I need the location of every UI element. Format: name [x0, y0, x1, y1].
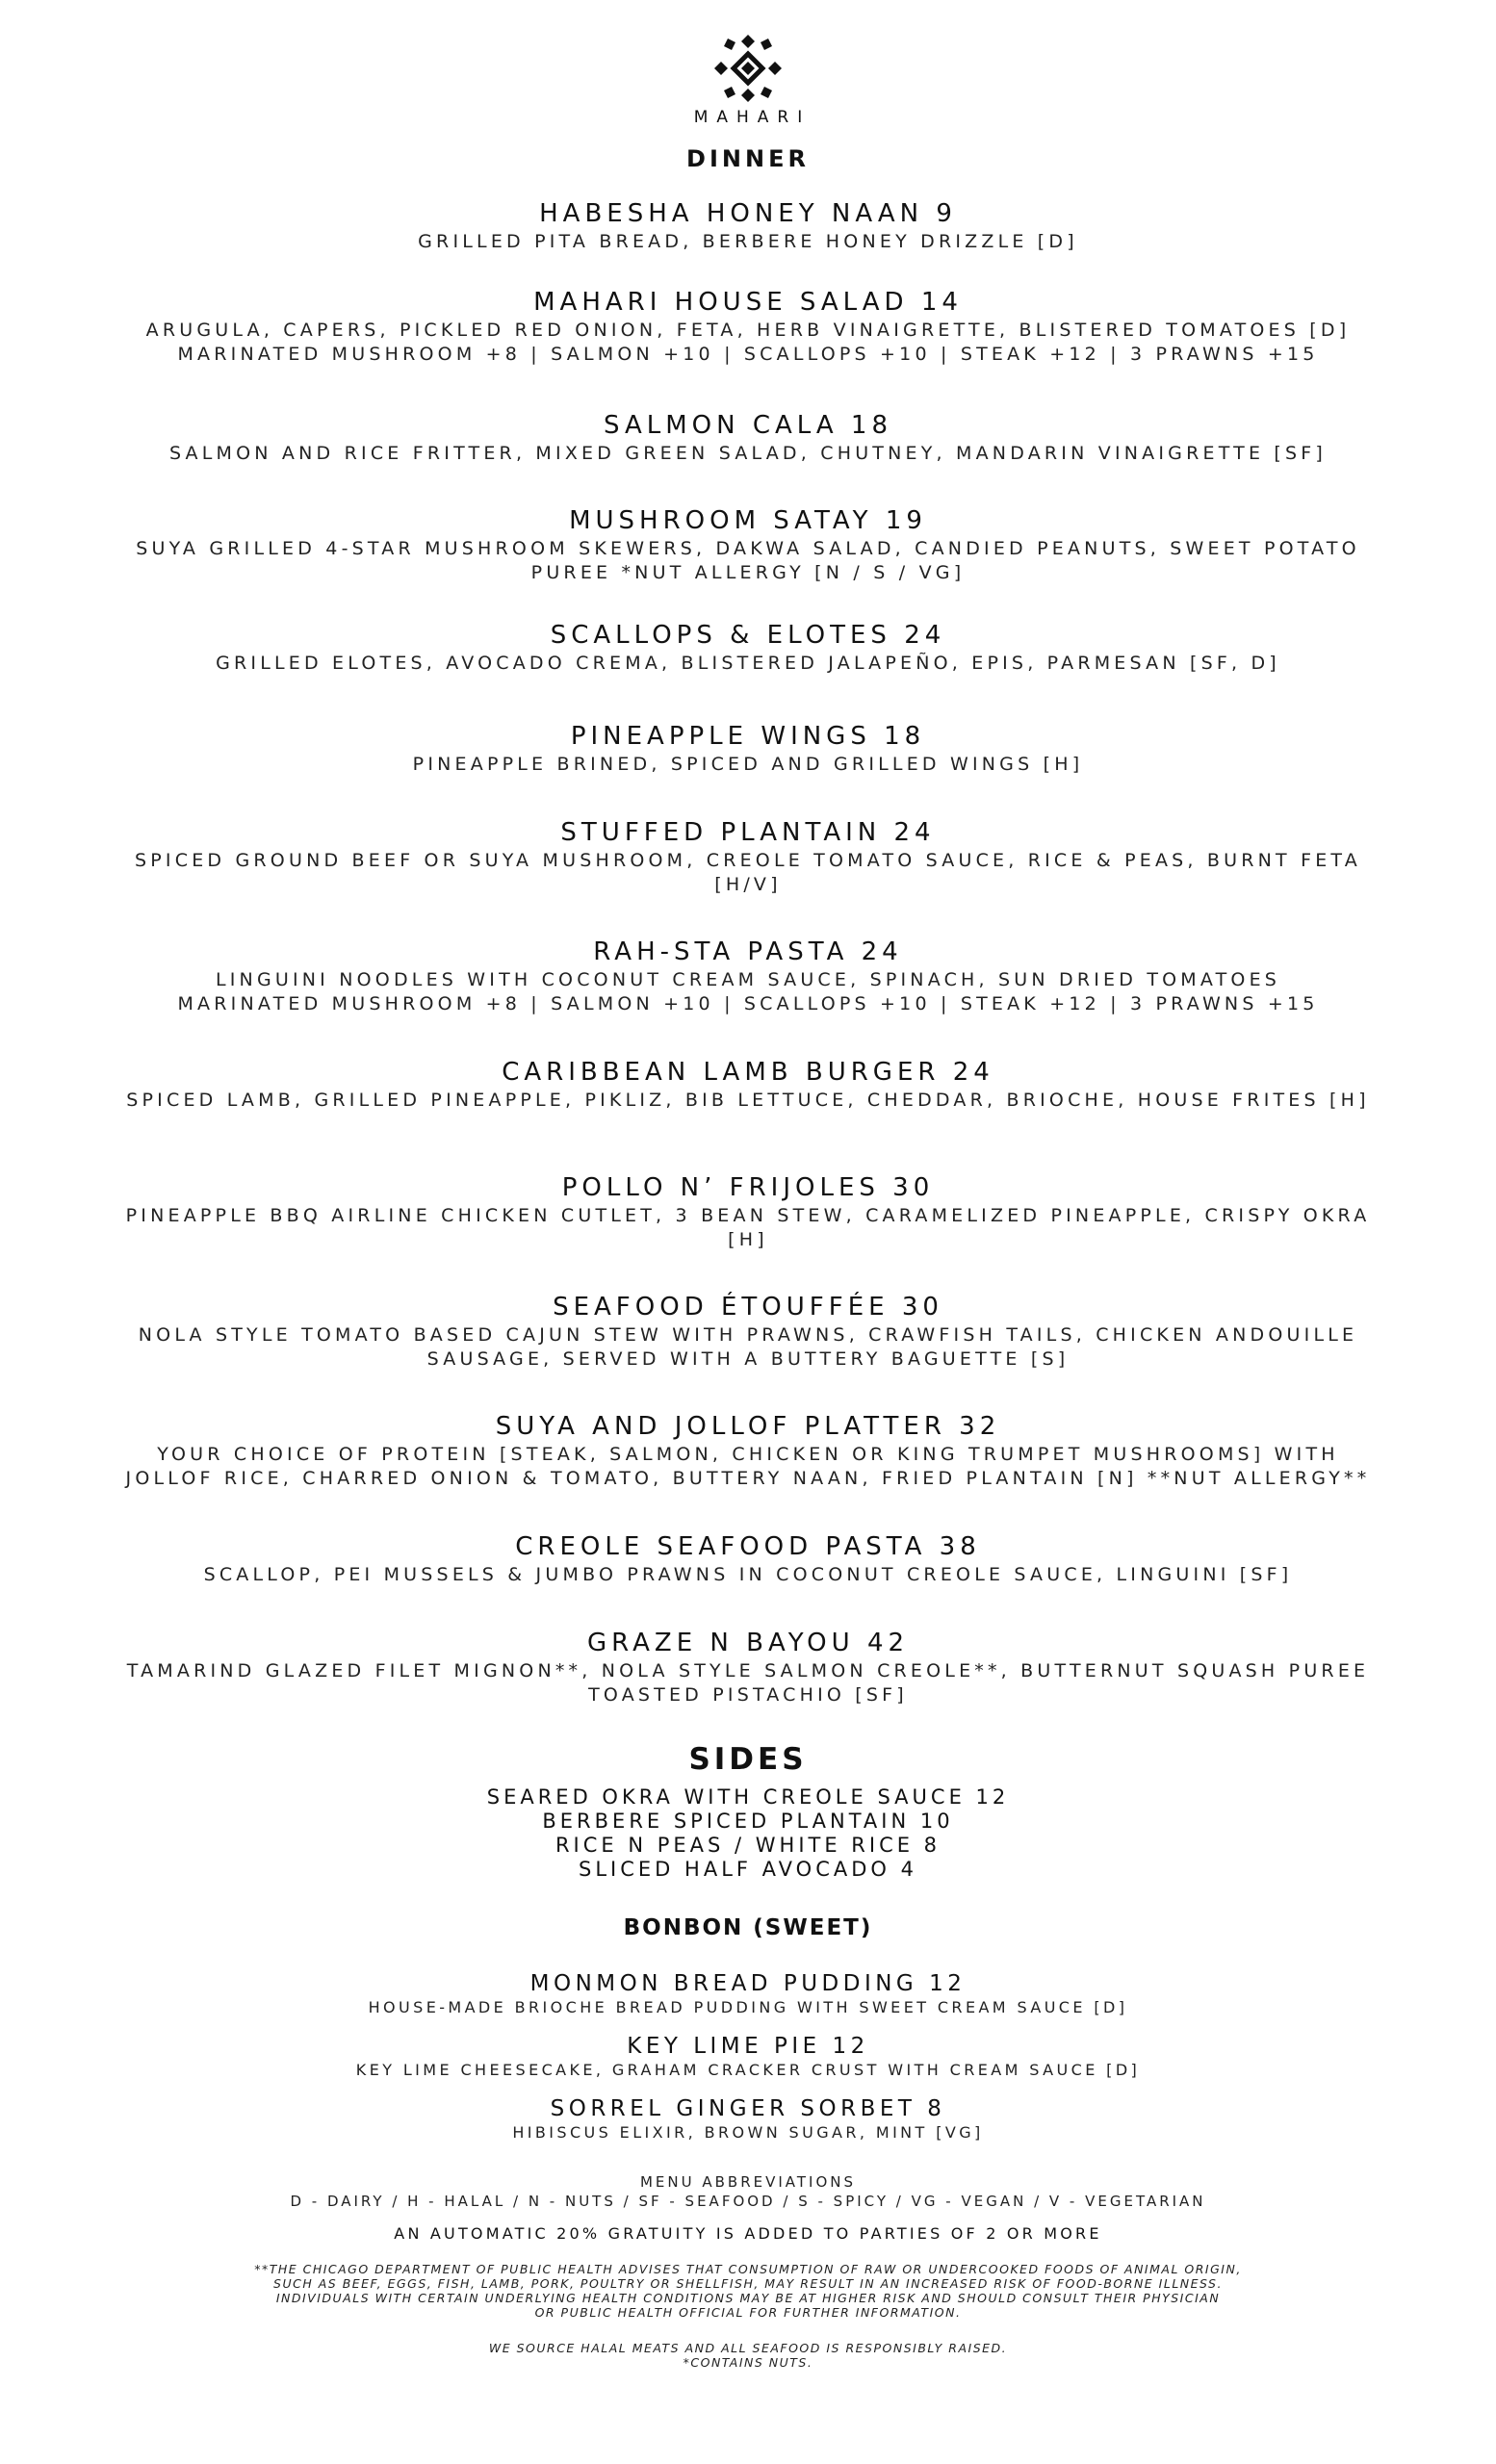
advisory-line: INDIVIDUALS WITH CERTAIN UNDERLYING HEALTH CONDITIONS MAY BE AT HIGHER RISK AND SHOULD CONSULT THEIR PHYSICIAN	[275, 2291, 1221, 2305]
item-description: SALMON AND RICE FRITTER, MIXED GREEN SALAD, CHUTNEY, MANDARIN VINAIGRETTE [SF]	[168, 443, 1328, 464]
abbreviations-list: D - DAIRY / H - HALAL / N - NUTS / SF - SEAFOOD / S - SPICY / VG - VEGAN / V - VEGETARIAN	[290, 2193, 1206, 2210]
sides-section-title: SIDES	[688, 1742, 808, 1777]
item-description: SUYA GRILLED 4-STAR MUSHROOM SKEWERS, DAKWA SALAD, CANDIED PEANUTS, SWEET POTATO	[136, 538, 1360, 559]
dinner-section-title: DINNER	[686, 145, 810, 172]
item-name: SUYA AND JOLLOF PLATTER 32	[495, 1412, 1001, 1441]
menu-item	[48, 619, 1448, 676]
item-description: GRILLED ELOTES, AVOCADO CREMA, BLISTERED JALAPEÑO, EPIS, PARMESAN [SF, D]	[216, 653, 1280, 674]
menu-item	[48, 1056, 1448, 1113]
item-description: HOUSE-MADE BRIOCHE BREAD PUDDING WITH SWEET CREAM SAUCE [D]	[368, 1998, 1128, 2016]
item-name: CREOLE SEAFOOD PASTA 38	[515, 1532, 981, 1561]
item-name: KEY LIME PIE 12	[627, 2034, 869, 2059]
item-name: STUFFED PLANTAIN 24	[560, 818, 936, 847]
item-description: LINGUINI NOODLES WITH COCONUT CREAM SAUCE, SPINACH, SUN DRIED TOMATOES	[215, 969, 1281, 990]
advisory-line: **THE CHICAGO DEPARTMENT OF PUBLIC HEALTH ADVISES THAT CONSUMPTION OF RAW OR UNDERCOOKED FOODS OF ANIMAL ORIGIN,	[254, 2262, 1242, 2276]
diamond-pattern-logo-icon	[712, 33, 784, 104]
item-description: ARUGULA, CAPERS, PICKLED RED ONION, FETA, HERB VINAIGRETTE, BLISTERED TOMATOES [D]	[145, 320, 1351, 341]
abbreviations-title: MENU ABBREVIATIONS	[639, 2173, 857, 2191]
item-name: MONMON BREAD PUDDING 12	[529, 1971, 967, 1996]
menu-item	[48, 1627, 1448, 1707]
item-description: PUREE *NUT ALLERGY [N / S / VG]	[530, 562, 966, 583]
dessert-item	[0, 2095, 1496, 2143]
item-description: [H]	[728, 1229, 768, 1250]
item-name: MAHARI HOUSE SALAD 14	[533, 288, 963, 317]
side-item: SEARED OKRA WITH CREOLE SAUCE 12	[486, 1785, 1010, 1809]
item-description: MARINATED MUSHROOM +8 | SALMON +10 | SCALLOPS +10 | STEAK +12 | 3 PRAWNS +15	[177, 344, 1319, 365]
dessert-item	[0, 1970, 1496, 2018]
side-item: RICE N PEAS / WHITE RICE 8	[555, 1834, 941, 1857]
item-description: SPICED GROUND BEEF OR SUYA MUSHROOM, CREOLE TOMATO SAUCE, RICE & PEAS, BURNT FETA	[135, 850, 1361, 871]
item-description: SPICED LAMB, GRILLED PINEAPPLE, PIKLIZ, BIB LETTUCE, CHEDDAR, BRIOCHE, HOUSE FRITES [H]	[126, 1090, 1370, 1111]
item-description: KEY LIME CHEESECAKE, GRAHAM CRACKER CRUST WITH CREAM SAUCE [D]	[355, 2061, 1141, 2079]
menu-item	[48, 197, 1448, 254]
item-description: MARINATED MUSHROOM +8 | SALMON +10 | SCALLOPS +10 | STEAK +12 | 3 PRAWNS +15	[177, 993, 1319, 1014]
item-description: PINEAPPLE BRINED, SPICED AND GRILLED WINGS [H]	[412, 754, 1084, 775]
item-description: PINEAPPLE BBQ AIRLINE CHICKEN CUTLET, 3 BEAN STEW, CARAMELIZED PINEAPPLE, CRISPY OKRA	[125, 1205, 1371, 1226]
menu-item	[48, 504, 1448, 585]
item-name: GRAZE N BAYOU 42	[586, 1629, 910, 1657]
dessert-item	[0, 2033, 1496, 2081]
item-description: JOLLOF RICE, CHARRED ONION & TOMATO, BUTTERY NAAN, FRIED PLANTAIN [N] **NUT ALLERGY**	[125, 1468, 1371, 1489]
menu-item	[48, 1410, 1448, 1491]
advisory-line: OR PUBLIC HEALTH OFFICIAL FOR FURTHER INFORMATION.	[534, 2305, 962, 2320]
item-description: [H/V]	[714, 874, 782, 895]
item-name: MUSHROOM SATAY 19	[569, 506, 927, 535]
item-name: PINEAPPLE WINGS 18	[570, 722, 926, 751]
item-name: RAH-STA PASTA 24	[593, 937, 903, 966]
item-name: SEAFOOD ÉTOUFFÉE 30	[553, 1293, 943, 1322]
sides-list	[0, 1785, 1496, 1882]
menu-item	[48, 1291, 1448, 1372]
item-description: GRILLED PITA BREAD, BERBERE HONEY DRIZZLE [D]	[418, 231, 1078, 252]
item-description: NOLA STYLE TOMATO BASED CAJUN STEW WITH PRAWNS, CRAWFISH TAILS, CHICKEN ANDOUILLE	[138, 1324, 1358, 1346]
brand-name: MAHARI	[693, 108, 812, 127]
sourcing-line: WE SOURCE HALAL MEATS AND ALL SEAFOOD IS RESPONSIBLY RAISED.	[488, 2341, 1008, 2355]
nut-note: *CONTAINS NUTS.	[683, 2355, 813, 2370]
item-name: HABESHA HONEY NAAN 9	[539, 199, 957, 228]
item-description: SAUSAGE, SERVED WITH A BUTTERY BAGUETTE [S]	[426, 1348, 1070, 1370]
item-name: CARIBBEAN LAMB BURGER 24	[502, 1058, 994, 1087]
menu-item	[48, 720, 1448, 777]
sourcing-note	[0, 2341, 1496, 2370]
menu-item	[48, 816, 1448, 897]
gratuity-notice: AN AUTOMATIC 20% GRATUITY IS ADDED TO PARTIES OF 2 OR MORE	[394, 2224, 1102, 2243]
logo	[0, 33, 1496, 104]
item-description: YOUR CHOICE OF PROTEIN [STEAK, SALMON, CHICKEN OR KING TRUMPET MUSHROOMS] WITH	[157, 1444, 1339, 1465]
advisory-line: SUCH AS BEEF, EGGS, FISH, LAMB, PORK, POULTRY OR SHELLFISH, MAY RESULT IN AN INCREASED RISK OF FOOD-BORNE ILLNESS.	[273, 2276, 1223, 2291]
bonbon-section-title: BONBON (SWEET)	[623, 1915, 873, 1940]
menu-item	[48, 409, 1448, 466]
menu-item	[48, 286, 1448, 367]
item-description: SCALLOP, PEI MUSSELS & JUMBO PRAWNS IN COCONUT CREOLE SAUCE, LINGUINI [SF]	[203, 1564, 1293, 1585]
side-item: BERBERE SPICED PLANTAIN 10	[542, 1810, 954, 1833]
item-name: SCALLOPS & ELOTES 24	[550, 621, 946, 650]
menu-item	[48, 936, 1448, 1016]
item-name: POLLO N’ FRIJOLES 30	[561, 1173, 935, 1202]
item-description: TOASTED PISTACHIO [SF]	[588, 1684, 908, 1706]
menu-item	[48, 1530, 1448, 1587]
health-advisory	[0, 2262, 1496, 2320]
side-item: SLICED HALF AVOCADO 4	[579, 1858, 917, 1881]
item-description: TAMARIND GLAZED FILET MIGNON**, NOLA STYLE SALMON CREOLE**, BUTTERNUT SQUASH PUREE	[126, 1660, 1370, 1681]
item-name: SALMON CALA 18	[603, 411, 893, 440]
menu-item	[48, 1171, 1448, 1252]
item-description: HIBISCUS ELIXIR, BROWN SUGAR, MINT [VG]	[512, 2123, 984, 2142]
item-name: SORREL GINGER SORBET 8	[550, 2096, 946, 2121]
